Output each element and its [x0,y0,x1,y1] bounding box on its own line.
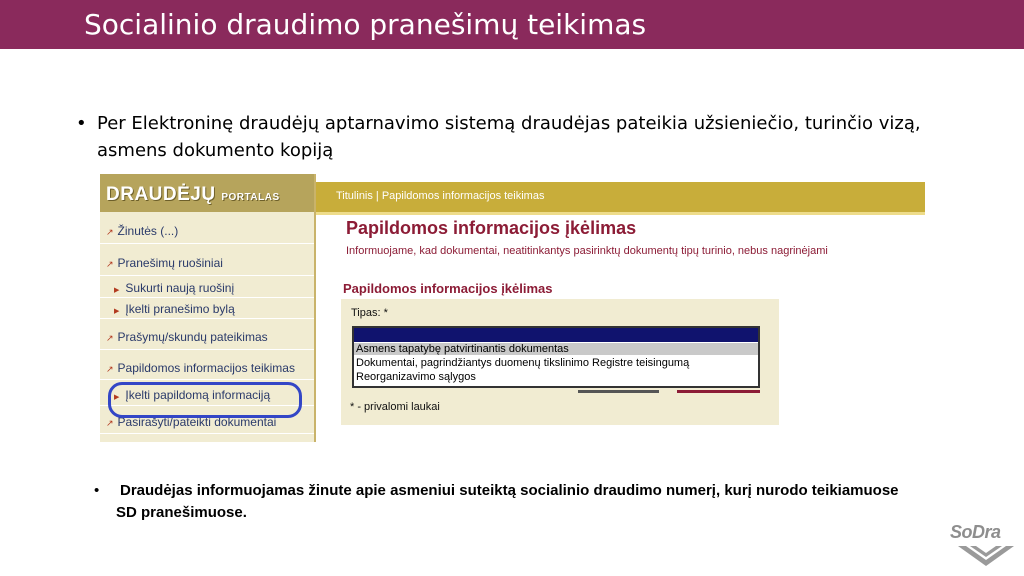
dropdown-empty-option[interactable] [354,328,758,342]
required-note: * - privalomi laukai [350,401,440,413]
submit-button-edge [677,390,760,393]
sidebar-item-additional-info[interactable]: ↗ Papildomos informacijos teikimas [100,356,314,380]
bullet-text-2: Draudėjas informuojamas žinute apie asmeniui suteiktą socialinio draudimo numerį, kurį nurodo teikiamuose SD pranešimuose. [116,482,899,521]
portal-logo [100,174,314,212]
page-title: Papildomos informacijos įkėlimas [346,218,637,238]
arrow-icon: ↗ [106,333,114,343]
triangle-right-icon: ▶ [114,394,120,401]
sidebar-item-drafts[interactable]: ↗ Pranešimų ruošiniai [100,250,314,276]
portal-main [316,174,925,442]
portal-screenshot [100,174,925,442]
sodra-chevron-icon [956,544,1016,570]
bullet-icon: • [94,482,100,499]
form-title: Papildomos informacijos įkėlimas [343,281,553,296]
upload-form [341,299,779,425]
type-label: Tipas: * [351,307,388,319]
sidebar-item-signed-documents[interactable]: ↗ Pasirašyti/pateikti dokumentai [100,410,314,434]
dropdown-option[interactable]: Reorganizavimo sąlygos [356,371,476,383]
highlight-circle [108,382,302,418]
arrow-icon: ↗ [106,418,114,428]
breadcrumb [316,182,925,212]
brand-name: SoDra [950,522,1001,542]
notice-text: Informuojame, kad dokumentai, neatitinkantys pasirinktų dokumentų tipų turinio, nebus nagrinėjami [346,245,828,257]
dropdown-option[interactable]: Dokumentai, pagrindžiantys duomenų tikslinimo Registre teisingumą [356,357,690,369]
sidebar-item-requests[interactable]: ↗ Prašymų/skundų pateikimas [100,324,314,350]
breadcrumb-underline [316,212,925,215]
bullet-icon: • [76,113,87,134]
arrow-icon: ↗ [106,259,114,269]
dropdown-option[interactable]: Asmens tapatybę patvirtinantis dokumentas [354,343,758,355]
triangle-right-icon: ▶ [114,287,120,294]
file-field-edge [578,390,659,393]
portal-logo-text: DRAUDĖJŲ PORTALAS [106,184,280,205]
bullet-text-1: Per Elektroninę draudėjų aptarnavimo sistemą draudėjas pateikia užsieniečio, turinčio vizą, asmens dokumento kopiją [97,113,921,161]
arrow-icon: ↗ [106,364,114,374]
sidebar-subitem-upload-file[interactable]: ▶ Įkelti pranešimo bylą [100,299,314,319]
slide-title-bar [0,0,1024,49]
arrow-icon: ↗ [106,227,114,237]
document-type-dropdown[interactable] [352,326,760,388]
sodra-logo [950,522,1018,570]
triangle-right-icon: ▶ [114,308,120,315]
sidebar-subitem-create-draft[interactable]: ▶ Sukurti naują ruošinį [100,278,314,298]
portal-sidebar [100,174,316,442]
sidebar-subitem-upload-additional-info[interactable]: ▶ Įkelti papildomą informaciją [100,384,314,406]
breadcrumb-text[interactable]: Titulinis | Papildomos informacijos teikimas [336,190,545,202]
sidebar-item-messages[interactable]: ↗ Žinutės (...) [100,218,314,244]
slide-title: Socialinio draudimo pranešimų teikimas [84,8,647,41]
